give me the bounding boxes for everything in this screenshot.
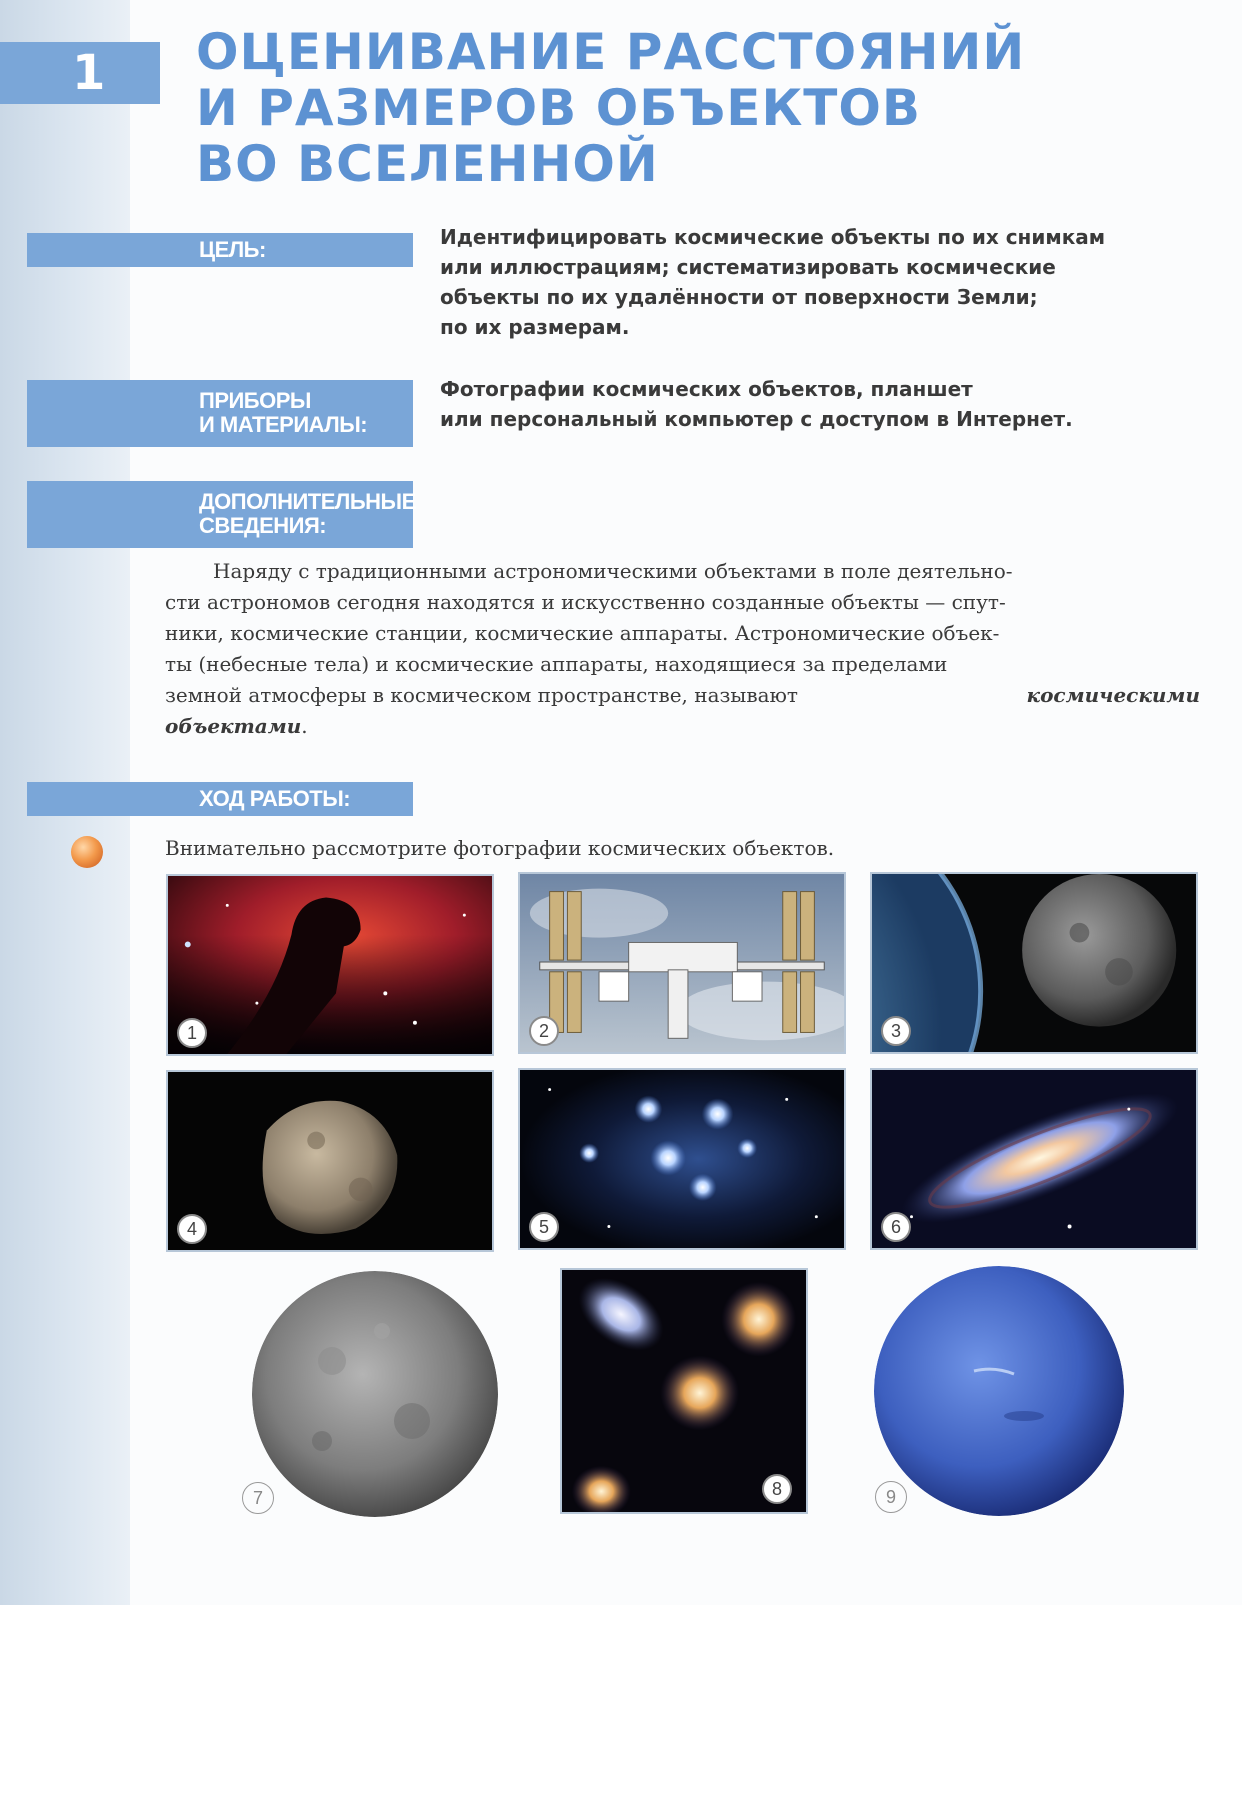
extra-info-label: ДОПОЛНИТЕЛЬНЫЕ СВЕДЕНИЯ:	[27, 481, 413, 548]
photo-4-asteroid	[166, 1070, 494, 1252]
photo-3-earth-moon	[870, 872, 1198, 1054]
photo-label-5: 5	[529, 1212, 559, 1242]
info-line-6-period: .	[301, 714, 308, 738]
step-1-text: Внимательно рассмотрите фотографии космических объектов.	[165, 836, 835, 860]
title-line-2: И РАЗМЕРОВ ОБЪЕКТОВ	[196, 79, 922, 137]
procedure-label: ХОД РАБОТЫ:	[27, 782, 413, 816]
tools-label: ПРИБОРЫ И МАТЕРИАЛЫ:	[27, 380, 413, 447]
photo-1-horsehead-nebula	[166, 874, 494, 1056]
photo-6-andromeda-galaxy	[870, 1068, 1198, 1250]
lesson-number-badge	[0, 42, 160, 104]
info-line-6: объектами .	[165, 711, 1200, 742]
info-line-3: ники, космические станции, космические аппараты. Астрономические объек-	[165, 621, 1000, 645]
photo-9-neptune	[874, 1266, 1124, 1516]
goal-label: ЦЕЛЬ:	[27, 233, 413, 267]
term-emphasis: космическими	[1026, 683, 1200, 707]
info-line-1: Наряду с традиционными астрономическими объектами в поле деятельно-	[213, 559, 1013, 583]
photo-7-mercury	[252, 1271, 498, 1517]
photo-label-1: 1	[177, 1018, 207, 1048]
title-line-3: ВО ВСЕЛЕННОЙ	[196, 135, 659, 193]
info-line-2: сти астрономов сегодня находятся и искусственно созданные объекты — спут-	[165, 590, 1006, 614]
info-line-4: ты (небесные тела) и космические аппараты, находящиеся за пределами	[165, 652, 948, 676]
photo-2-space-station	[518, 872, 846, 1054]
photo-label-2: 2	[529, 1016, 559, 1046]
photo-8-stephans-quintet	[560, 1268, 808, 1514]
step-bullet-icon	[71, 836, 103, 868]
photo-label-3: 3	[881, 1016, 911, 1046]
lesson-title	[196, 24, 1196, 192]
lesson-number: 1	[72, 45, 106, 101]
photo-5-pleiades	[518, 1068, 846, 1250]
title-line-1: ОЦЕНИВАНИЕ РАССТОЯНИЙ	[196, 23, 1026, 81]
photo-label-7: 7	[242, 1482, 274, 1514]
tools-text: Фотографии космических объектов, планшет или персональный компьютер с доступом в Интернет.	[440, 377, 1073, 431]
info-line-5: земной атмосферы в космическом пространстве, называют космическими	[165, 680, 1200, 711]
extra-info-paragraph	[165, 556, 1200, 742]
goal-text: Идентифицировать космические объекты по их снимкам или иллюстрациям; систематизировать космические объекты по их удалённости от поверхности Земли; по их размерам.	[440, 225, 1106, 339]
photo-label-4: 4	[177, 1214, 207, 1244]
photo-label-9: 9	[875, 1481, 907, 1513]
photo-label-8: 8	[762, 1474, 792, 1504]
photo-label-6: 6	[881, 1212, 911, 1242]
